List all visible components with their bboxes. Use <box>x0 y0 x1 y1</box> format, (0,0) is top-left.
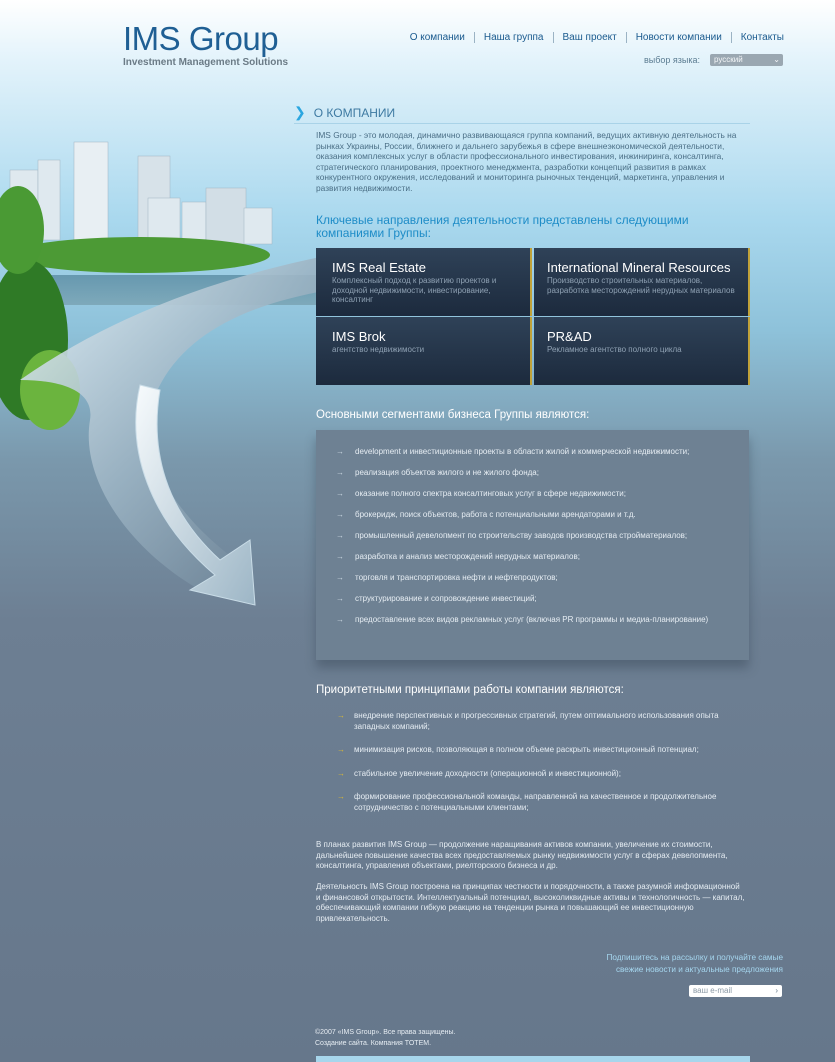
arrow-right-icon: → <box>336 594 344 603</box>
chevron-right-icon: ❯ <box>294 104 306 120</box>
company-cards <box>316 248 750 385</box>
email-placeholder: ваш e-mail <box>693 986 733 995</box>
principles-list <box>337 711 742 826</box>
list-item: → брокеридж, поиск объектов, работа с потенциальными арендаторами и т.д. <box>336 510 636 519</box>
list-item: → формирование профессиональной команды, направленной на качественное и продолжительное сотрудничество с потенциальными клиентами; <box>337 792 717 812</box>
list-item: → разработка и анализ месторождений нерудных материалов; <box>336 552 580 561</box>
company-card-ims-real-estate[interactable] <box>316 248 532 316</box>
company-card-desc: Рекламное агентство полного цикла <box>547 345 682 354</box>
company-card-title: IMS Real Estate <box>332 260 426 275</box>
city-skyline <box>10 142 272 244</box>
arrow-right-icon: → <box>337 768 345 778</box>
intro-text: IMS Group - это молодая, динамично развивающаяся группа компаний, ведущих активную деятельность на рынках Украины, России, ближнего и дальнего зарубежья в сфере внешнеэкономической деятельности, оказания комплексных услуг в области профессионального инвестирования, инжиниринга, консалтинга, стратегического планирования, проектного менеджмента, разработки концепций развития в рамках конкурентного окружения, исследований и мониторинга рыночных тенденций, маркетинга, управления и развития недвижимости. <box>316 130 737 193</box>
section-title-text: О КОМПАНИИ <box>313 105 396 120</box>
logo-subtitle: Investment Management Solutions <box>123 57 289 68</box>
section-title <box>294 104 750 124</box>
nav-item-news[interactable]: Новости компании <box>627 32 732 43</box>
arrow-right-icon: → <box>336 552 344 561</box>
company-card-imr[interactable] <box>534 248 750 316</box>
credit-link[interactable]: Создание сайта. Компания TOTEM. <box>315 1040 432 1047</box>
arrow-right-icon: → <box>336 510 344 519</box>
arrow-right-icon: → <box>336 468 344 477</box>
arrow-right-icon: → <box>337 792 345 801</box>
principles-paragraph: Деятельность IMS Group построена на принципах честности и порядочности, а также разумной информационной и финансовой открытости. Интеллектуальный потенциал, высоколиквидные активы и технологичность — капитал, обеспечивающий компании гибкую реакцию на тенденции рынка и повышающий ее инвестиционную привлекательность. <box>316 882 745 923</box>
language-label: выбор языка: <box>643 55 700 65</box>
company-card-title: PR&AD <box>547 329 592 344</box>
copyright: ©2007 «IMS Group». Все права защищены. <box>315 1029 456 1036</box>
arrow-right-icon: → <box>336 531 344 540</box>
nav-item-project[interactable]: Ваш проект <box>554 32 627 43</box>
company-card-desc: Комплексный подход к развитию проектов и доходной недвижимости, инвестирование, консалтинг <box>332 276 497 304</box>
arrow-right-icon: → <box>336 447 344 456</box>
hero-illustration <box>0 90 330 610</box>
bottom-bar <box>316 1056 750 1062</box>
list-item: → структурирование и сопровождение инвестиций; <box>336 594 537 603</box>
subscribe-text: Подпишитесь на рассылку и получайте самые свежие новости и актуальные предложения <box>606 953 783 974</box>
key-directions-title: Ключевые направления деятельности представлены следующими компаниями Группы: <box>316 213 689 240</box>
list-item: → торговля и транспортировка нефти и нефтепродуктов; <box>336 573 558 582</box>
logo-title: IMS Group <box>123 20 279 57</box>
list-item: → стабильное увеличение доходности (операционной и инвестиционной); <box>337 768 621 778</box>
nav-item-group[interactable]: Наша группа <box>475 32 554 43</box>
footer <box>315 1027 455 1049</box>
list-item: → реализация объектов жилого и не жилого фонда; <box>336 468 539 477</box>
company-card-title: IMS Brok <box>332 329 386 344</box>
principles-title: Приоритетными принципами работы компании являются: <box>316 684 624 696</box>
arrow-right-icon: → <box>336 573 344 582</box>
company-card-ims-brok[interactable] <box>316 317 532 385</box>
nav-item-about[interactable]: О компании <box>401 32 475 43</box>
chevron-down-icon: ⌄ <box>773 55 780 64</box>
list-item: → промышленный девелопмент по строительству заводов производства стройматериалов; <box>336 531 688 540</box>
logo[interactable] <box>123 22 288 68</box>
arrow-right-icon: → <box>337 745 345 754</box>
arrow-right-icon: → <box>336 615 344 624</box>
company-card-desc: агентство недвижимости <box>332 345 425 354</box>
list-item: → оказание полного спектра консалтинговых услуг в сфере недвижимости; <box>336 489 626 498</box>
main-nav <box>401 32 784 43</box>
company-card-prad[interactable] <box>534 317 750 385</box>
list-item: → внедрение перспективных и прогрессивных стратегий, путем оптимального использования опыта западных компаний; <box>337 711 719 731</box>
email-input[interactable] <box>689 985 782 997</box>
development-paragraph: В планах развития IMS Group — продолжение наращивания активов компании, увеличение их стоимости, дальнейшее повышение качества всех предоставляемых рынку недвижимости услуг в сферах девелопмента, консалтинга, управления объектами, риелторского бизнеса и др. <box>316 840 728 870</box>
company-card-title: International Mineral Resources <box>547 260 731 275</box>
language-select[interactable] <box>710 54 783 66</box>
language-selector <box>644 54 783 66</box>
arrow-right-icon: → <box>336 489 344 498</box>
list-item: → предоставление всех видов рекламных услуг (включая PR программы и медиа-планирование) <box>336 615 709 624</box>
arrow-right-icon: → <box>337 711 345 720</box>
list-item: → development и инвестиционные проекты в области жилой и коммерческой недвижимости; <box>336 447 690 456</box>
company-card-desc: Производство строительных материалов, разработка месторождений нерудных материалов <box>547 276 735 295</box>
language-selected: русский <box>714 55 743 64</box>
submit-arrow-icon[interactable]: › <box>775 986 778 995</box>
list-item: → минимизация рисков, позволяющая в полном объеме раскрыть инвестиционный потенциал; <box>337 745 699 754</box>
nav-item-contacts[interactable]: Контакты <box>740 32 784 43</box>
segments-title: Основными сегментами бизнеса Группы являются: <box>316 409 590 421</box>
segments-box <box>316 430 749 660</box>
